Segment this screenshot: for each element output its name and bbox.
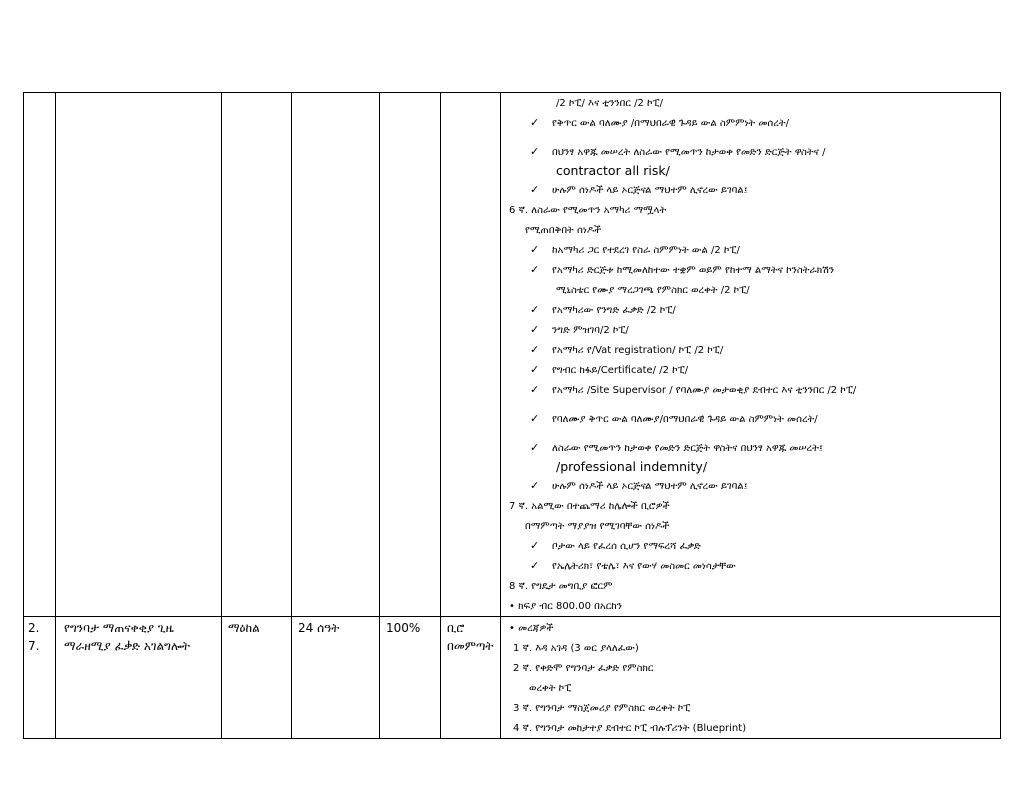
list-item-text: /2 ኮፒ/ እና ቲንንበር /2 ኮፒ/ [556,98,663,109]
checkmark-icon: ✓ [530,243,540,256]
list-item-text: 6 ኛ. ለስራው የሚመጥን አማካሪ ማሟላት [509,205,667,216]
checklist-item-text: ሁሉም ሰነዶች ላይ ኦርጅናል ማህተም ሊኖረው ይገባል፤ [552,185,748,196]
list-item-text: • ክፍያ ብር 800.00 በአርከን [509,601,623,612]
service-mode-cell [441,93,501,617]
checklist-item-text: የአማካሪ ድርጅቱ ከሚመለከተው ተቋም ወይም የከተማ ልማትና ኮንስትራክሽን [552,265,835,276]
requirements-cell [501,93,1001,617]
checkmark-icon: ✓ [530,412,540,425]
checklist-item-text: ቦታው ላይ የፈረሰ ሲሆን የማፍረሻ ፈቃድ [552,541,701,552]
checkmark-icon: ✓ [530,363,540,376]
spacer [505,133,996,142]
row-number: 2.7. [28,621,40,653]
service-mode-cell [441,617,501,739]
list-item-text: • መረጃዎች [509,623,554,634]
checklist-item [505,180,996,200]
table-row [24,93,1001,617]
list-item-text: contractor all risk/ [556,163,670,178]
list-item [505,458,996,476]
checklist-item [505,476,996,496]
service-mode: ቢሮ በመምጣት [447,621,494,653]
section-heading [505,576,996,596]
checklist-item-text: የግብር ከፋይ/Certificate/ /2 ኮፒ/ [552,365,689,376]
service-time: 24 ሰዓት [298,621,340,635]
spacer [505,429,996,438]
checkmark-icon: ✓ [530,539,540,552]
checklist-item [505,536,996,556]
checklist-item-text: በህንፃ አዋጁ መሠረት ለስራው የሚመጥን ከታወቀ የመድን ድርጅት ዋስትና / [552,147,826,158]
row-number-cell [24,617,56,739]
service-percent-cell [380,617,441,739]
service-level: ማዕከል [228,621,260,635]
list-item [505,220,996,240]
checklist-item-text: የኤሌትሪክ፣ የቴሌ፣ እና የውሃ መስመር መነሳታቸው [552,561,736,572]
checkmark-icon: ✓ [530,383,540,396]
checklist-item-text: የባለሙያ ቅጥር ውል ባለሙያ/በማህበራዊ ጉዳይ ውል ስምምነት መሰረት/ [552,414,818,425]
checklist-item [505,113,996,133]
row-number-cell [24,93,56,617]
list-item-text: 8 ኛ. የግዴታ መግቢያ ፎርም [509,581,613,592]
spacer [505,400,996,409]
table-row [24,617,1001,739]
checklist-item-text: ለስራው የሚመጥን ከታወቀ የመድን ድርጅት ዋስትና በህንፃ አዋጁ መሠረት፤ [552,443,823,454]
checklist-item-text: የአማካሪው የንግድ ፈቃድ /2 ኮፒ/ [552,305,676,316]
checkmark-icon: ✓ [530,323,540,336]
service-percent-cell [380,93,441,617]
list-item-text: ሚኒስቴር የሙያ ማረጋገጫ የምስክር ወረቀት /2 ኮፒ/ [556,285,750,296]
service-level-cell [222,617,292,739]
list-item [505,280,996,300]
checkmark-icon: ✓ [530,343,540,356]
checkmark-icon: ✓ [530,559,540,572]
list-item [505,678,996,698]
service-requirements-table [23,92,1001,739]
list-item [505,618,996,638]
checklist-item [505,556,996,576]
list-item [505,93,996,113]
checkmark-icon: ✓ [530,479,540,492]
service-percent: 100% [386,621,421,635]
service-time-cell [292,93,380,617]
checklist-item-text: የአማካሪ /Site Supervisor / የባለሙያ መታወቂያ ደብተር እና ቲንንበር /2 ኮፒ/ [552,385,857,396]
section-heading [505,200,996,220]
service-name-cell [56,617,222,739]
list-item [505,638,996,658]
checklist-item [505,142,996,162]
list-item [505,596,996,616]
checklist-item-text: ሁሉም ሰነዶች ላይ ኦርጅናል ማህተም ሊኖረው ይገባል፤ [552,481,748,492]
section-heading [505,496,996,516]
checklist-item [505,260,996,280]
checklist-item [505,438,996,458]
checklist-item [505,380,996,400]
requirements-cell [501,617,1001,739]
requirements-list [505,93,996,616]
checklist-item [505,340,996,360]
checkmark-icon: ✓ [530,183,540,196]
service-time-cell [292,617,380,739]
requirements-list [505,618,996,738]
checkmark-icon: ✓ [530,145,540,158]
list-item [505,658,996,678]
list-item [505,516,996,536]
list-item-text: 7 ኛ. አልሚው በተጨማሪ ከሌሎች ቢሮዎች [509,501,670,512]
checkmark-icon: ✓ [530,441,540,454]
list-item-text: /professional indemnity/ [556,459,708,474]
checklist-item [505,409,996,429]
service-name-cell [56,93,222,617]
checklist-item [505,360,996,380]
list-item-text: 1 ኛ. እዳ አገዳ (3 ወር ያላለፈው) [513,643,639,654]
list-item-text: የሚጠበቅበት ሰነዶች [525,225,602,236]
service-name: የግንባታ ማጠናቀቂያ ጊዜ ማራዘሚያ ፈቃድ አገልግሎት [64,621,190,653]
list-item-text: ወረቀት ኮፒ [529,683,572,694]
checklist-item [505,300,996,320]
checkmark-icon: ✓ [530,263,540,276]
checkmark-icon: ✓ [530,303,540,316]
checklist-item [505,320,996,340]
checklist-item [505,240,996,260]
checklist-item-text: የአማካሪ የ/Vat registration/ ኮፒ /2 ኮፒ/ [552,345,724,356]
service-level-cell [222,93,292,617]
list-item-text: በማምጣት ማያያዝ የሚገባቸው ሰነዶች [525,521,670,532]
checklist-item-text: ንግድ ምዝገባ/2 ኮፒ/ [552,325,629,336]
list-item [505,162,996,180]
checkmark-icon: ✓ [530,116,540,129]
list-item-text: 2 ኛ. የቀድሞ የግንባታ ፈቃድ የምስክር [513,663,654,674]
list-item [505,718,996,738]
list-item-text: 4 ኛ. የግንባታ መከታተያ ደብተር ኮፒ ብሉፕሪንት (Blueprint) [513,723,747,734]
checklist-item-text: የቅጥር ውል ባለሙያ /በማህበራዊ ጉዳይ ውል ስምምነት መሰረት/ [552,118,789,129]
checklist-item-text: ከአማካሪ ጋር የተደረገ የስራ ስምምነት ውል /2 ኮፒ/ [552,245,740,256]
list-item [505,698,996,718]
list-item-text: 3 ኛ. የግንባታ ማስጀመሪያ የምስክር ወረቀት ኮፒ [513,703,691,714]
